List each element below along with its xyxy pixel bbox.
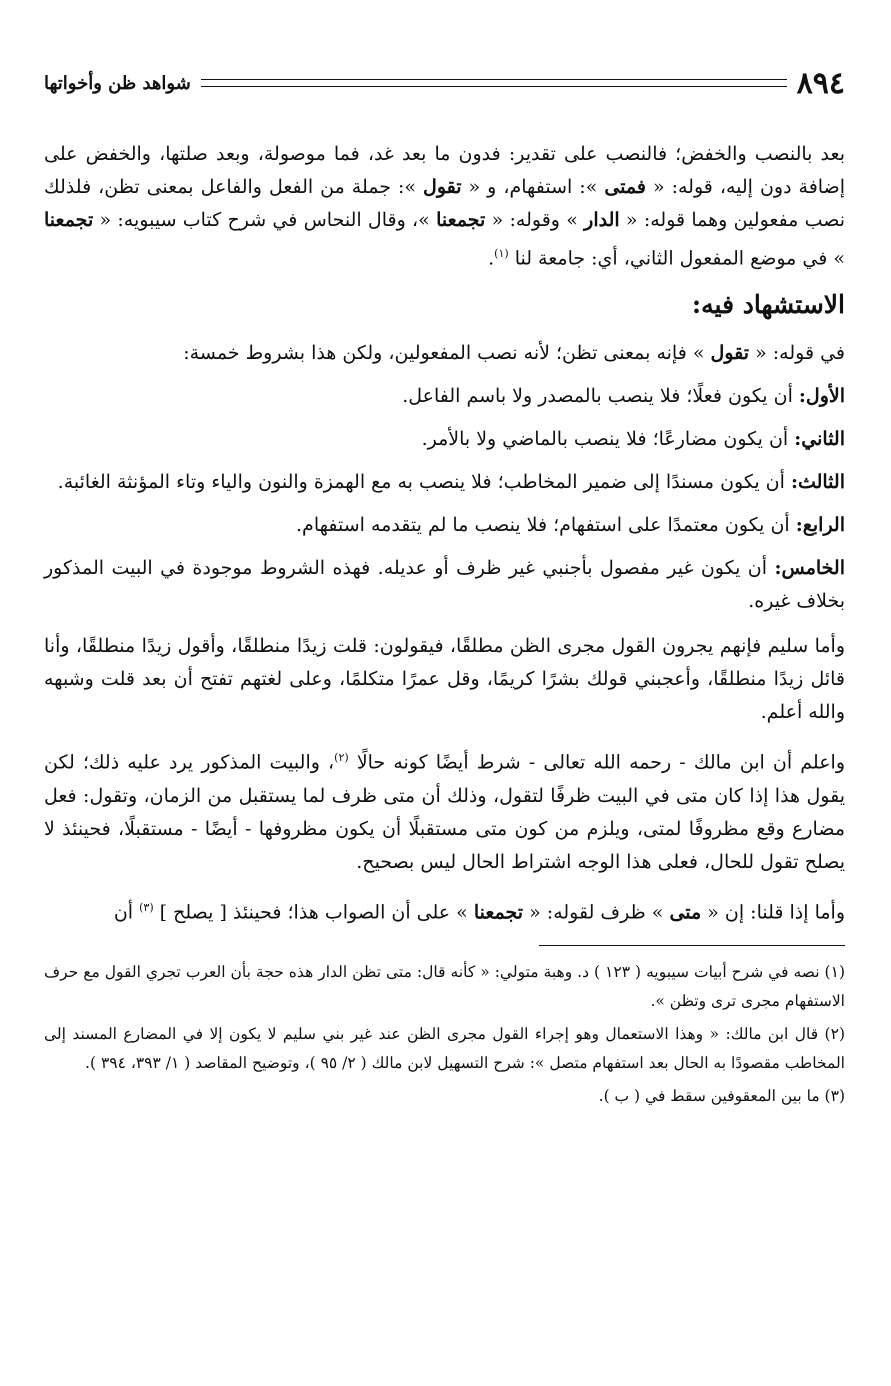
quoted-word: الدار: [584, 209, 620, 231]
text-run: »، وقال النحاس في شرح كتاب سيبويه: «: [99, 209, 430, 231]
section-heading: الاستشهاد فيه:: [691, 290, 845, 320]
footnote-ref[interactable]: (٣): [139, 900, 154, 914]
footnote-2: (٢) قال ابن مالك: « وهذا الاستعمال وهو إجراء القول مجرى الظن عند غير بني سليم لا يكون إلا في المضارع المسند إلى المخاطب مقصودًا به الحال بعد استفهام متصل »: شرح التسهيل لابن مالك ( ٢/ ٩٥ )، وتوضيح المقاصد ( ١/ ٣٩٣، ٣٩٤ ).: [44, 1024, 845, 1072]
quoted-word: تقول: [710, 342, 750, 365]
text-run: »: استفهام، و «: [468, 176, 598, 198]
text-run: » على أن الصواب هذا؛ فحينئذ [ يصلح ]: [159, 900, 468, 923]
quoted-word: تجمعنا: [436, 209, 486, 231]
condition-5: [44, 552, 845, 618]
intro-paragraph: [44, 138, 845, 275]
condition-1: [44, 380, 845, 413]
condition-3: [44, 466, 845, 499]
quoted-word: تجمعنا: [473, 900, 524, 923]
condition-label: الرابع:: [795, 514, 845, 537]
header-rule: [201, 79, 787, 87]
condition-label: الثاني:: [794, 428, 845, 451]
condition-text: أن يكون غير مفصول بأجنبي غير ظرف أو عديله. فهذه الشروط موجودة في البيت المذكور بخلاف غيره.: [44, 557, 845, 613]
text-run: » في موضع المفعول الثاني، أي: جامعة لنا: [514, 247, 845, 270]
text-run: .: [488, 247, 495, 270]
condition-text: أن يكون فعلًا؛ فلا ينصب بالمصدر ولا باسم الفاعل.: [402, 385, 799, 408]
sulaym-paragraph: وأما سليم فإنهم يجرون القول مجرى الظن مطلقًا، فيقولون: قلت زيدًا منطلقًا، وأقول زيدًا منطلقًا، وأنا قائل زيدًا منطلقًا، وأعجبني قولك بشرًا كريمًا، وقل عمرًا متكلمًا، وعلى لغتهم تفتح أن بعد قلت وشبهه والله أعلم.: [44, 635, 845, 724]
quoted-word: تقول: [423, 176, 462, 198]
quoted-word: متى: [669, 900, 702, 923]
footnote-ref[interactable]: (٢): [334, 751, 349, 765]
last-paragraph: [44, 891, 845, 929]
condition-label: الثالث:: [790, 471, 845, 494]
condition-text: أن يكون مسندًا إلى ضمير المخاطب؛ فلا ينصب به مع الهمزة والنون والياء وتاء المؤنثة الغائبة.: [57, 471, 791, 494]
footnote-1: (١) نصه في شرح أبيات سيبويه ( ١٢٣ ) د. وهبة متولي: « كأنه قال: متى تظن الدار هذه حجة بأن العرب تجري القول مع حرف الاستفهام مجرى ترى وتظن ».: [44, 962, 845, 1010]
quoted-word: تجمعنا: [44, 209, 94, 231]
footnote-3: (٣) ما بين المعقوفين سقط في ( ب ).: [598, 1086, 845, 1105]
footnote-separator: [539, 945, 845, 946]
text-run: ، والبيت المذكور يرد عليه ذلك؛ لكن يقول هذا إذا كان متى في البيت ظرفًا لتقول، وذلك أن متى ظرف لما يستقبل من الزمان، وتقول: فعل مضارع وقع مظروفًا لمتى، ويلزم من كون متى مستقبلًا أن يكون مظروفها - أيضًا - مستقبلًا، فحينئذ لا يصلح تقول للحال، فعلى هذا الوجه اشتراط الحال ليس بصحيح.: [44, 751, 845, 873]
condition-label: الأول:: [798, 385, 845, 408]
text-run: » ظرف لقوله: «: [529, 900, 664, 923]
text-run: في قوله: «: [755, 342, 845, 365]
quoted-word: فمتى: [604, 176, 646, 198]
condition-4: [44, 509, 845, 542]
page-number: ٨٩٤: [796, 65, 845, 101]
text-run: » فإنه بمعنى تظن؛ لأنه نصب المفعولين، ولكن هذا بشروط خمسة:: [183, 342, 705, 365]
text-run: وأما إذا قلنا: إن «: [707, 900, 845, 923]
page-header: [44, 66, 845, 100]
footnote-ref[interactable]: (١): [494, 247, 509, 260]
footnotes: [44, 958, 845, 1111]
text-run: »: جملة من الفعل والفاعل بمعنى تظن، فلذلك نصب مفعولين وهما قوله: «: [44, 176, 846, 231]
text-run: واعلم أن ابن مالك - رحمه الله تعالى - شرط أيضًا كونه حالًا: [356, 751, 846, 774]
condition-label: الخامس:: [774, 557, 845, 580]
shahid-paragraph: [44, 337, 845, 370]
condition-text: أن يكون معتمدًا على استفهام؛ فلا ينصب ما لم يتقدمه استفهام.: [296, 514, 796, 537]
condition-text: أن يكون مضارعًا؛ فلا ينصب بالماضي ولا بالأمر.: [421, 428, 795, 451]
ibn-malik-paragraph: [44, 741, 845, 878]
text-run: بعد بالنصب والخفض؛ فالنصب على تقدير: فدون ما بعد غد، فما موصولة، وبعد صلتها، والخفض على إضافة دون إليه، قوله: «: [44, 143, 845, 198]
page-body: [44, 138, 845, 1115]
text-run: أن: [113, 900, 140, 923]
text-run: » وقوله: «: [491, 209, 578, 231]
running-title: شواهد ظن وأخواتها: [44, 72, 191, 94]
condition-2: [44, 423, 845, 456]
